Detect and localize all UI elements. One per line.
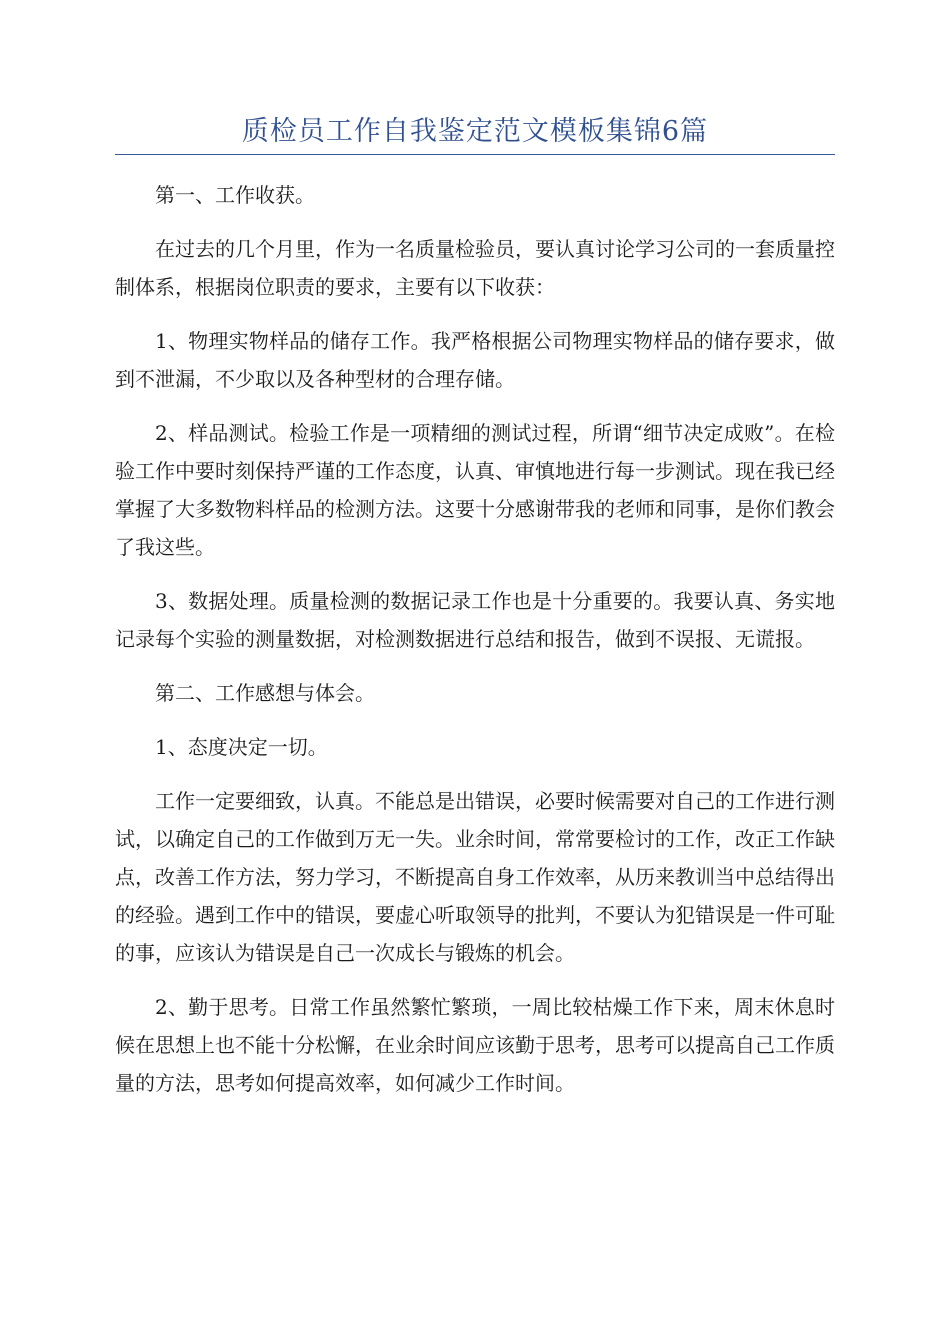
paragraph: 3、数据处理。质量检测的数据记录工作也是十分重要的。我要认真、务实地记录每个实验的测量数据，对检测数据进行总结和报告，做到不误报、无谎报。 — [115, 589, 835, 651]
paragraph: 2、勤于思考。日常工作虽然繁忙繁琐，一周比较枯燥工作下来，周末休息时候在思想上也不能十分松懈，在业余时间应该勤于思考，思考可以提高自己工作质量的方法，思考如何提高效率，如何减少工作时间。 — [115, 995, 835, 1095]
section-heading-1: 第一、工作收获。 — [155, 183, 315, 207]
paragraph: 2、样品测试。检验工作是一项精细的测试过程，所谓“细节决定成败”。在检验工作中要时刻保持严谨的工作态度，认真、审慎地进行每一步测试。现在我已经掌握了大多数物料样品的检测方法。这要十分感谢带我的老师和同事，是你们教会了我这些。 — [115, 421, 835, 559]
paragraph: 1、物理实物样品的储存工作。我严格根据公司物理实物样品的储存要求，做到不泄漏，不少取以及各种型材的合理存储。 — [115, 329, 835, 391]
paragraph: 工作一定要细致，认真。不能总是出错误，必要时候需要对自己的工作进行测试，以确定自己的工作做到万无一失。业余时间，常常要检讨的工作，改正工作缺点，改善工作方法，努力学习，不断提高自身工作效率，从历来教训当中总结得出的经验。遇到工作中的错误，要虚心听取领导的批判，不要认为犯错误是一件可耻的事，应该认为错误是自己一次成长与锻炼的机会。 — [115, 789, 835, 965]
title-underline — [115, 154, 835, 155]
document-title: 质检员工作自我鉴定范文模板集锦6篇 — [241, 116, 709, 147]
document-body — [115, 176, 835, 1118]
section-heading-2: 第二、工作感想与体会。 — [155, 681, 375, 705]
paragraph: 1、态度决定一切。 — [155, 735, 328, 759]
paragraph: 在过去的几个月里，作为一名质量检验员，要认真讨论学习公司的一套质量控制体系，根据岗位职责的要求，主要有以下收获： — [115, 237, 835, 299]
